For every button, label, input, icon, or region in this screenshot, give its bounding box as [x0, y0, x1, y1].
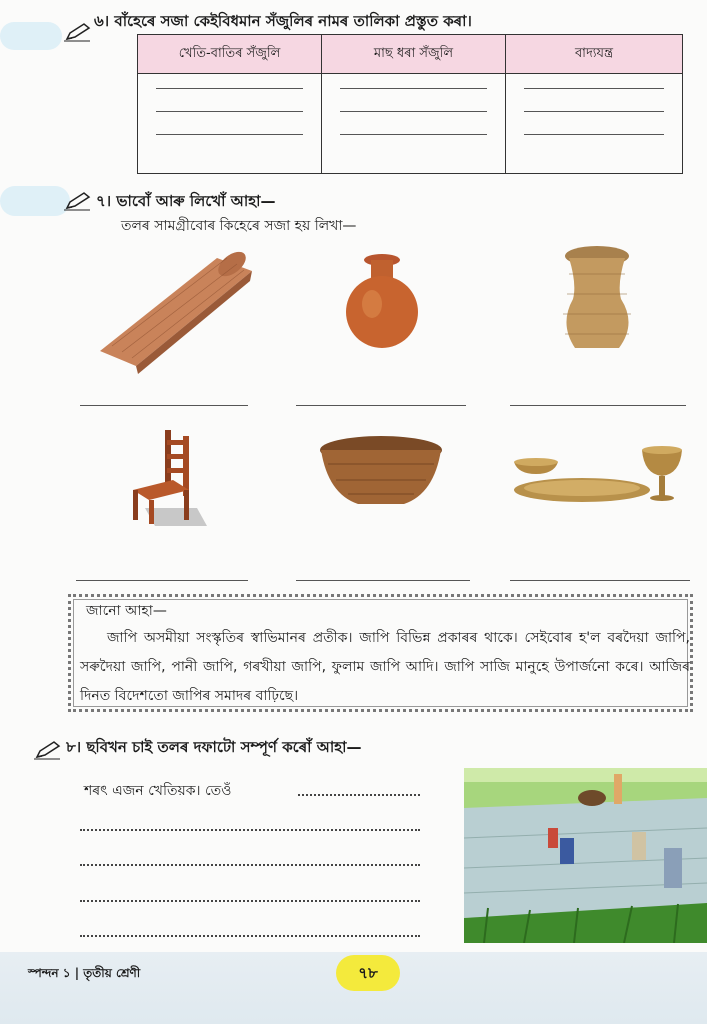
cloud-decoration: [0, 22, 62, 50]
writing-line[interactable]: [80, 900, 420, 902]
answer-line[interactable]: [510, 405, 686, 406]
rice-field-icon: [464, 768, 707, 943]
info-box-title: জানো আহা—: [86, 603, 167, 619]
writing-line[interactable]: [80, 935, 420, 937]
question-6-title: ৬। বাঁহেৰে সজা কেইবিধমান সঁজুলিৰ নামৰ তালিকা প্ৰস্তুত কৰা।: [94, 12, 472, 30]
writing-line[interactable]: [80, 864, 420, 866]
answer-line[interactable]: [296, 580, 470, 581]
writing-line[interactable]: [80, 829, 420, 831]
question-8-title: ৮। ছবিখন চাই তলৰ দফাটো সম্পূৰ্ণ কৰোঁ আহা—: [66, 738, 362, 756]
clay-pot-icon: [336, 252, 428, 348]
answer-line[interactable]: [296, 405, 466, 406]
page-number: ৭৮: [336, 955, 400, 991]
book-name: স্পন্দন ১ | তৃতীয় শ্ৰেণী: [28, 966, 141, 980]
pencil-icon: [64, 22, 92, 42]
writing-line[interactable]: [298, 794, 420, 796]
answer-cell[interactable]: [322, 74, 506, 174]
question-7-subtitle: তলৰ সামগ্ৰীবোৰ কিহেৰে সজা হয় লিখা—: [121, 218, 357, 234]
bamboo-pot-icon: [555, 244, 640, 354]
cloud-decoration: [0, 186, 70, 216]
table-header: খেতি-বাতিৰ সঁজুলি: [138, 35, 322, 74]
paragraph-start: শৰৎ এজন খেতিয়ক। তেওঁ: [84, 783, 232, 799]
metal-plate-bowl-icon: [512, 440, 688, 504]
answer-line[interactable]: [76, 580, 248, 581]
cane-basket-icon: [318, 434, 444, 510]
pencil-icon: [34, 740, 62, 760]
rolled-mat-icon: [92, 246, 257, 381]
question-7-title: ৭। ভাবোঁ আৰু লিখোঁ আহা—: [96, 192, 276, 210]
wooden-chair-icon: [125, 428, 207, 528]
table-header: বাদ্যযন্ত্ৰ: [506, 35, 683, 74]
answer-line[interactable]: [80, 405, 248, 406]
instrument-table: [137, 34, 683, 174]
answer-cell[interactable]: [506, 74, 683, 174]
answer-line[interactable]: [510, 580, 690, 581]
answer-cell[interactable]: [138, 74, 322, 174]
table-header: মাছ ধৰা সঁজুলি: [322, 35, 506, 74]
pencil-icon: [64, 191, 92, 211]
info-box-text: জাপি অসমীয়া সংস্কৃতিৰ স্বাভিমানৰ প্ৰতীক। জাপি বিভিন্ন প্ৰকাৰৰ থাকে। সেইবোৰ হ'ল বৰদৈয়া জাপি, সৰুদৈয়া জাপি, পানী জাপি, গৰখীয়া জাপি, ফুলাম জাপি আদি। জাপি সাজি মানুহে উপাৰ্জনো কৰে। আজিৰ দিনত বিদেশতো জাপিৰ সমাদৰ বাঢ়িছে।: [80, 630, 690, 704]
